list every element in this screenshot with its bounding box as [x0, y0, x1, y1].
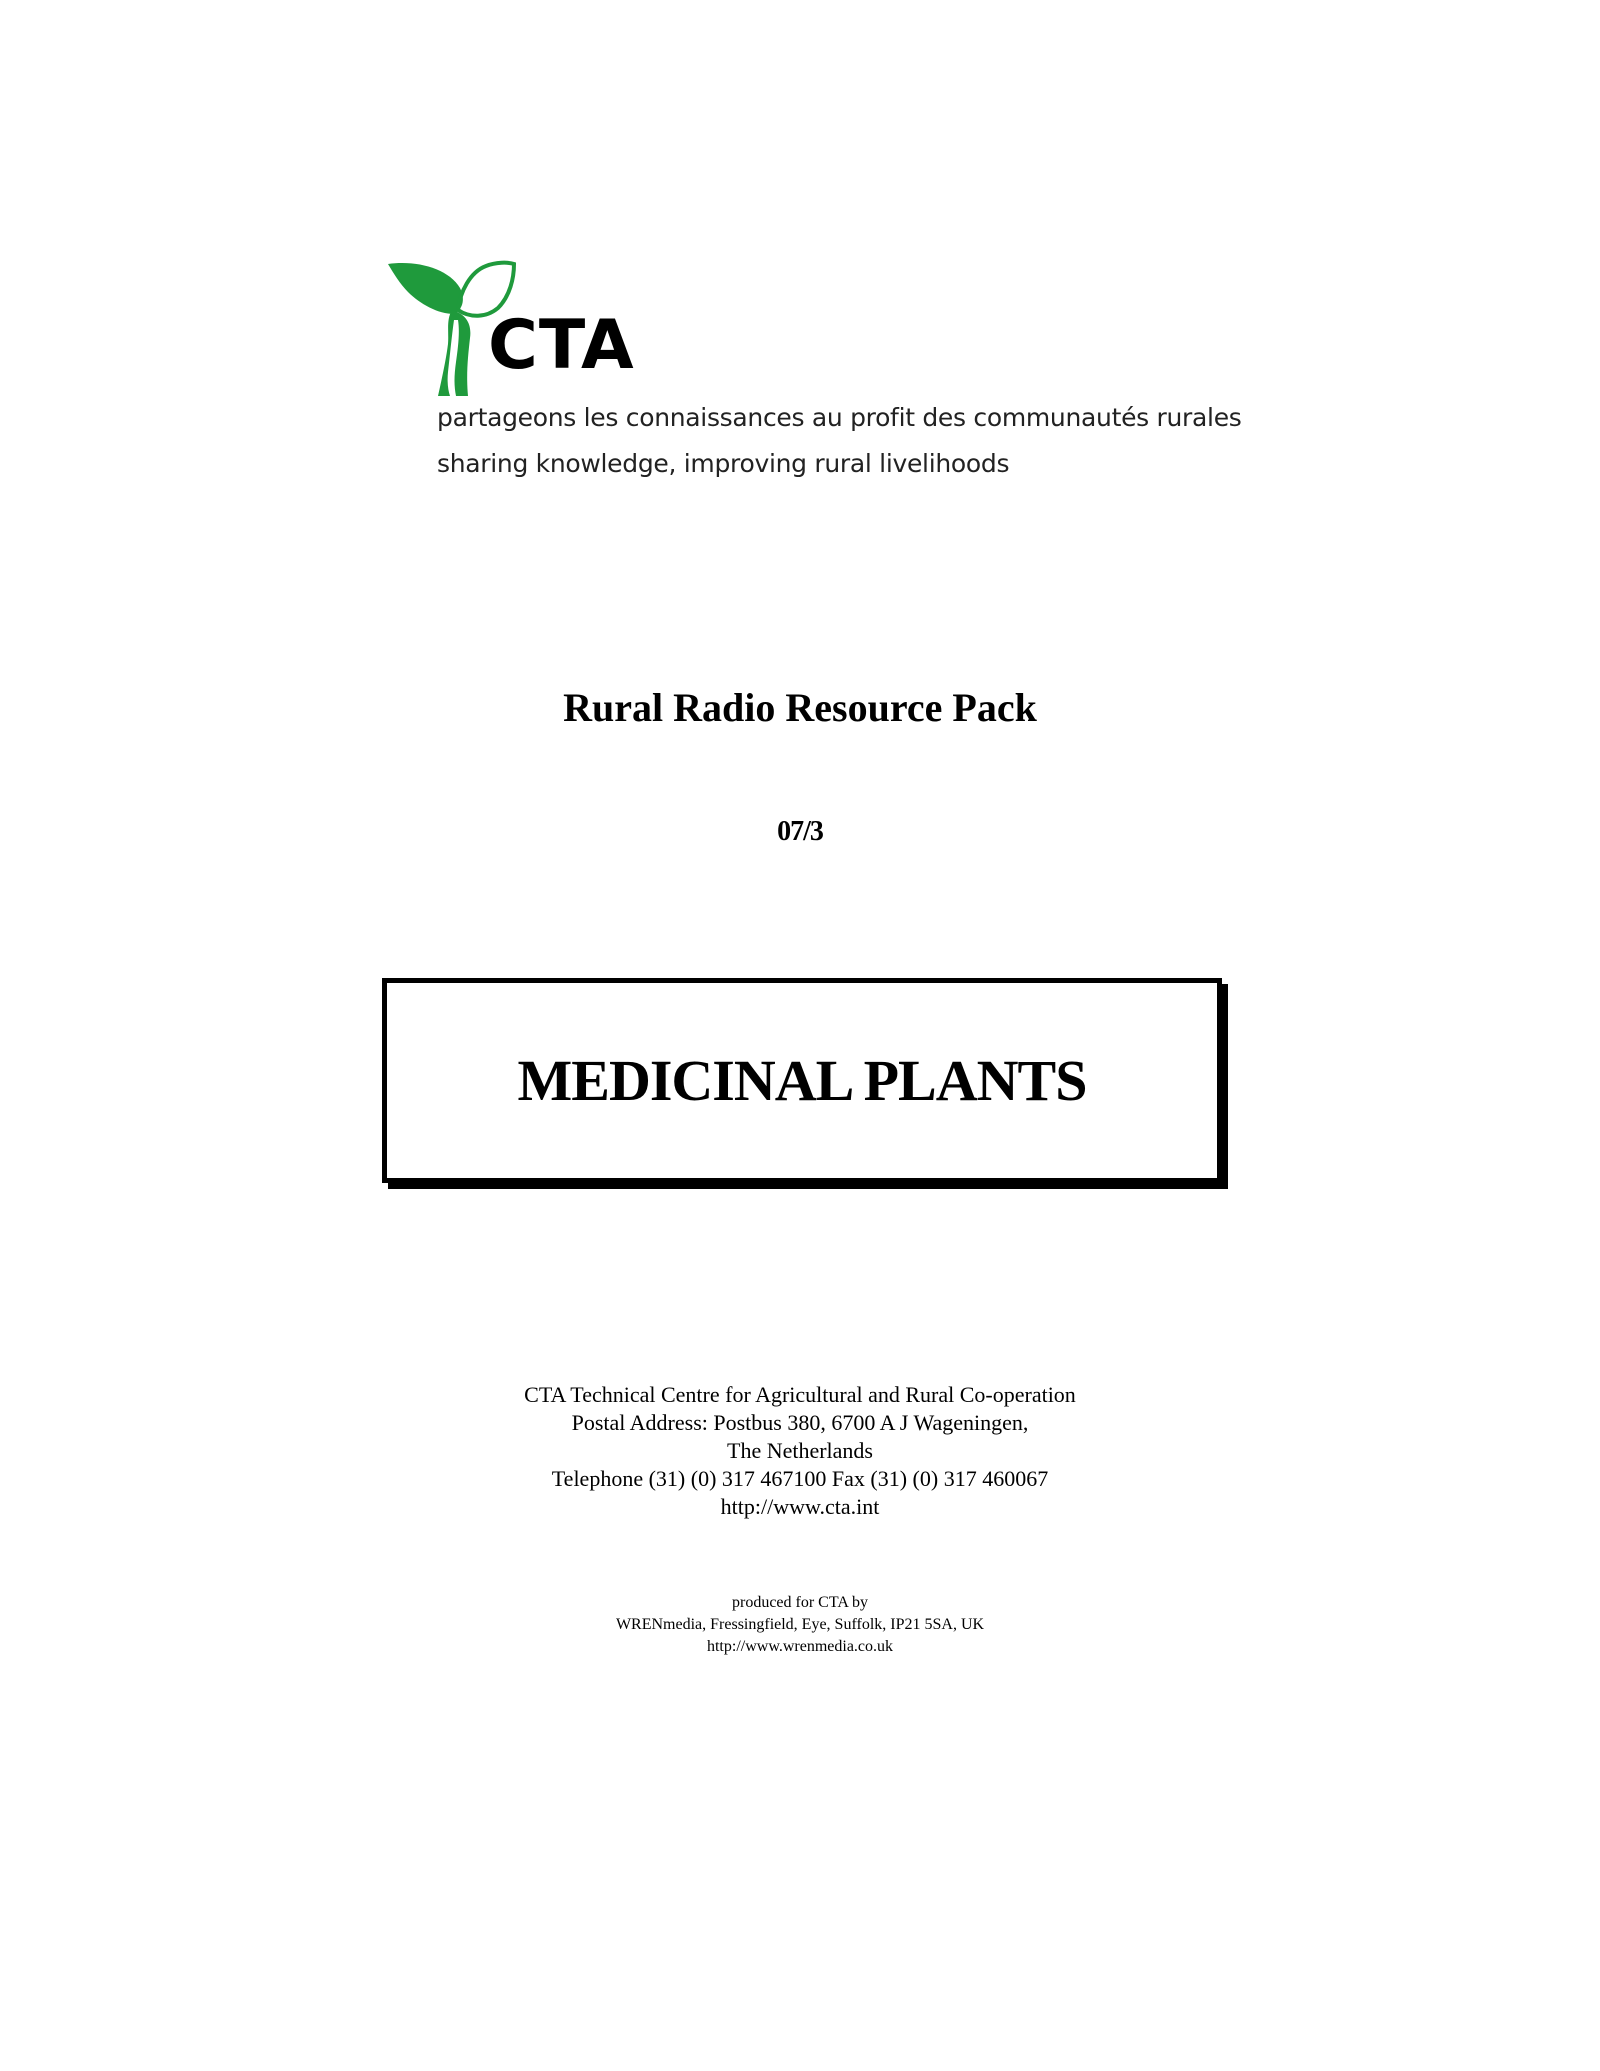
issue-number: 07/3 [777, 816, 823, 847]
tagline-english: sharing knowledge, improving rural livelihoods [437, 449, 1010, 478]
address-organisation: CTA Technical Centre for Agricultural and Rural Co-operation [524, 1382, 1076, 1407]
address-postal: Postal Address: Postbus 380, 6700 A J Wageningen, [571, 1410, 1029, 1435]
producer-address: WRENmedia, Fressingfield, Eye, Suffolk, IP21 5SA, UK [615, 1616, 985, 1633]
address-website-link[interactable]: http://www.cta.int [720, 1494, 880, 1519]
producer-block [0, 1592, 1600, 1658]
cta-wordmark: CTA [488, 306, 635, 385]
title-box [382, 978, 1222, 1183]
series-title: Rural Radio Resource Pack [563, 685, 1037, 730]
address-block [0, 1381, 1600, 1521]
document-title: MEDICINAL PLANTS [517, 1047, 1087, 1113]
producer-credit: produced for CTA by [731, 1594, 869, 1611]
address-country: The Netherlands [727, 1438, 873, 1463]
tagline-french: partageons les connaissances au profit des communautés rurales [437, 403, 1242, 432]
address-phone-fax: Telephone (31) (0) 317 467100 Fax (31) (0) 317 460067 [551, 1466, 1049, 1491]
producer-website-link[interactable]: http://www.wrenmedia.co.uk [706, 1638, 894, 1655]
